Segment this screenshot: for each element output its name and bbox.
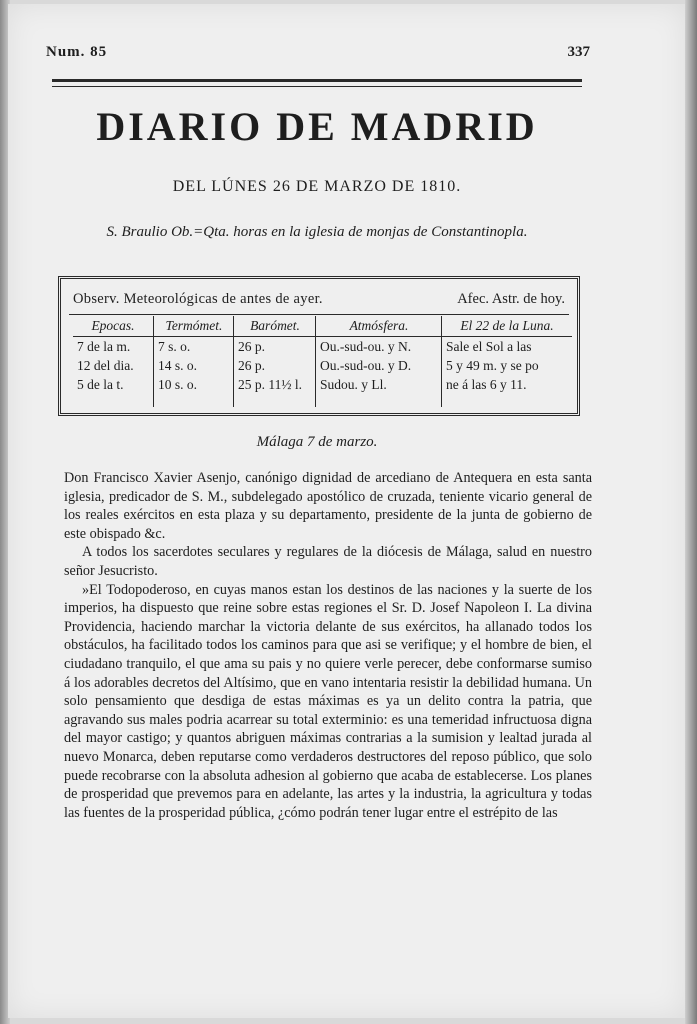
table-cell: 26 p. xyxy=(238,339,265,354)
page-number: 337 xyxy=(567,44,590,60)
column-atmosfera xyxy=(315,316,442,407)
table-cell: 12 del dia. xyxy=(77,358,134,373)
column-epocas xyxy=(73,316,153,407)
table-cell: 10 s. o. xyxy=(158,377,198,392)
table-cell: 7 s. o. xyxy=(158,339,191,354)
table-cell: Ou.-sud-ou. y D. xyxy=(320,358,412,373)
column-header: El 22 de la Luna. xyxy=(442,316,572,337)
table-cell: Sudou. y Ll. xyxy=(320,377,387,392)
astronomical-title: Afec. Astr. de hoy. xyxy=(457,291,565,307)
table-cell: 5 y 49 m. y se po xyxy=(446,358,539,373)
column-header: Epocas. xyxy=(73,316,153,337)
paragraph: »El Todopoderoso, en cuyas manos estan los destinos de las naciones y la suerte de los imperios, ha dispuesto que reine sobre estas regiones el Sr. D. Josef Napoleon I. La divina Providencia, haciendo marchar la victoria delante de sus exércitos, ha allanado todos los obstáculos, ha facilitado todos los caminos para que asi se verifique; y el hombre de bien, el ciudadano tranquilo, el que ama su pais y no quiere verle perecer, debe conformarse sumiso á los adorables decretos del Altísimo, que en vano intentaria resistir la debilidad humana. Un solo pensamiento que desdiga de estas máximas es ya un delito contra la patria, que agravando sus males podria acarrear su total exterminio: es una temeridad infructuosa digna del mayor castigo; y quantos abriguen máximas contrarias a la sumision y lealtad jurada al nuevo Monarca, deben reputarse como verdaderos destructores del reposo público, que solo puede recobrarse con la absoluta adhesion al gobierno que acaba de establecerse. Los planes de prosperidad que prevemos para en adelante, las artes y la industria, la agricultura y todas las fuentes de la prosperidad pública, ¿cómo podrán tener lugar entre el estrépito de las xyxy=(64,581,592,821)
issue-number: Num. 85 xyxy=(46,44,108,60)
newspaper-page xyxy=(8,4,686,1018)
table-cell: 25 p. 11½ l. xyxy=(238,377,302,392)
page-edge-shadow xyxy=(685,0,697,1024)
column-luna xyxy=(441,316,572,407)
observations-title: Observ. Meteorológicas de antes de ayer. xyxy=(73,291,323,307)
table-cell: Ou.-sud-ou. y N. xyxy=(320,339,412,354)
paragraph: Don Francisco Xavier Asenjo, canónigo dignidad de arcediano de Antequera en esta santa iglesia, predicador de S. M., subdelegado apostólico de cruzada, teniente vicario general de los reales exércitos en esta plaza y su departamento, presidente de la junta de gobierno de este obispado &c. xyxy=(64,470,592,542)
masthead-title: DIARIO DE MADRID xyxy=(96,104,538,149)
table-cell: ne á las 6 y 11. xyxy=(446,377,527,392)
table-cell: 7 de la m. xyxy=(77,339,131,354)
column-header: Barómet. xyxy=(234,316,316,337)
table-cell: Sale el Sol a las xyxy=(446,339,532,354)
column-termometro xyxy=(153,316,234,407)
article-dateline: Málaga 7 de marzo. xyxy=(256,434,378,450)
masthead-rule-thick xyxy=(52,79,582,82)
column-barometro xyxy=(233,316,316,407)
column-header: Termómet. xyxy=(154,316,234,337)
article-body xyxy=(64,469,592,822)
observations-separator xyxy=(69,314,569,315)
paragraph: A todos los sacerdotes seculares y regulares de la diócesis de Málaga, salud en nuestro señor Jesucristo. xyxy=(64,544,592,579)
weather-observations-box xyxy=(58,276,580,416)
table-cell: 14 s. o. xyxy=(158,358,198,373)
dateline: DEL LÚNES 26 DE MARZO DE 1810. xyxy=(172,178,462,195)
saint-of-day: S. Braulio Ob.=Qta. horas en la iglesia de monjas de Constantinopla. xyxy=(106,224,528,240)
column-header: Atmósfera. xyxy=(316,316,442,337)
table-cell: 26 p. xyxy=(238,358,265,373)
table-cell: 5 de la t. xyxy=(77,377,124,392)
masthead-rule-thin xyxy=(52,86,582,87)
